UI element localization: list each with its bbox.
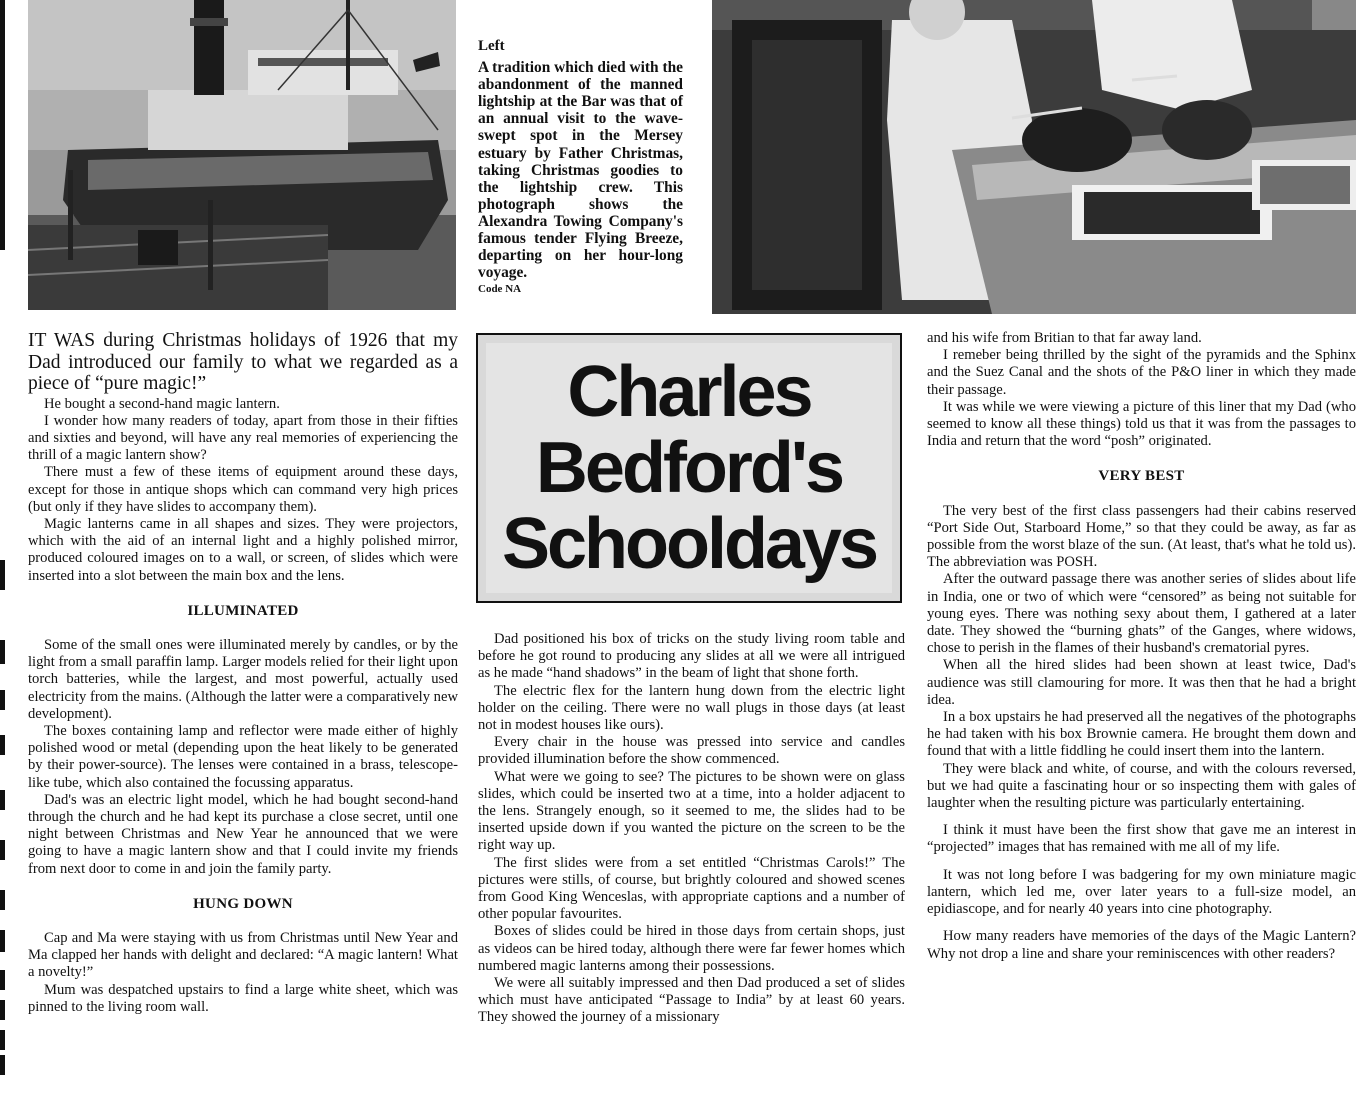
article-column-1 [28,330,458,1016]
ship-photo [28,0,456,310]
paragraph: I think it must have been the first show that gave me an interest in “projected” images that has remained with me all of my life. [927,822,1356,856]
paragraph: The first slides were from a set entitled “Christmas Carols!” The pictures were stills, of course, but brightly coloured and showed scenes from Good King Wenceslas, with appropriate captions and a number of other popular favourites. [478,854,905,923]
headline-panel [486,343,892,593]
paragraph: In a box upstairs he had preserved all the negatives of the photographs he had taken with his box Brownie camera. He brought them down and found that with a little fiddling he could insert them into the lantern. [927,709,1356,760]
paragraph: Dad's was an electric light model, which he had bought second-hand through the church and he had kept its purchase a close secret, until one night between Christmas and New Year he announced that we were going to have a magic lantern show and that I could invite my friends from next door to come in and join the family party. [28,791,458,877]
caption-code: Code NA [478,283,522,296]
article-lede: IT WAS during Christmas holidays of 1926 that my Dad introduced our family to what we regarded as a piece of “pure magic!” [28,330,458,394]
headline-line-3: Schooldays [501,504,877,584]
chefs-photo [712,0,1356,314]
caption-heading: Left [478,38,505,54]
paragraph: Some of the small ones were illuminated merely by candles, or by the light from a small paraffin lamp. Larger models relied for their light upon torch batteries, while the largest, and most powerful, actually used electricity from the mains. (Although the latter were a comparatively new development). [28,636,458,722]
headline-line-1: Charles [567,352,811,432]
paragraph: It was not long before I was badgering for my own miniature magic lantern, which led me, over later years to a full-size model, an epidiascope, and for nearly 40 years into cine photography. [927,866,1356,918]
paragraph: Magic lanterns came in all shapes and sizes. They were projectors, which with the aid of an internal light and a highly polished mirror, produced coloured images on to a wall, or screen, of slides which were inserted into a slot between the main box and the lens. [28,515,458,584]
photo-caption [478,38,683,296]
subheading-illuminated: ILLUMINATED [187,602,299,619]
paragraph: I wonder how many readers of today, apart from those in their fifties and sixties and beyond, will have any real memories of experiencing the thrill of a magic lantern show? [28,412,458,464]
paragraph: We were all suitably impressed and then Dad produced a set of slides which must have anticipated “Passage to India” by at least 60 years. They showed the journey of a missionary [478,975,905,1026]
paragraph: They were black and white, of course, and with the colours reversed, but we had quite a fascinating hour or so inspecting them with gales of laughter when the resulting picture was particularly entertaining. [927,760,1356,812]
paragraph: I remeber being thrilled by the sight of the pyramids and the Sphinx and the Suez Canal and the shots of the P&O liner in which they made their passage. [927,347,1356,398]
article-column-3 [927,330,1356,963]
paragraph: When all the hired slides had been shown at least twice, Dad's audience was still clamouring for more. It was then that he had a bright idea. [927,657,1356,708]
paragraph: and his wife from Britian to that far away land. [927,330,1202,346]
paragraph: Cap and Ma were staying with us from Christmas until New Year and Ma clapped her hands with delight and declared: “A magic lantern! What a novelty!” [28,929,458,981]
paragraph: Dad positioned his box of tricks on the study living room table and before he got round to producing any slides at all we were all intrigued as he made “hand shadows” in the beam of light that shone forth. [478,631,905,682]
subheading-very-best: VERY BEST [1098,468,1185,485]
headline-box [476,333,902,603]
caption-body: A tradition which died with the abandonment of the manned lightship at the Bar was that of an annual visit to the wave-swept spot in the Mersey estuary by Father Christmas, taking Christmas goodies to the lightship crew. This photograph shows the Alexandra Towing Company's famous tender Flying Breeze, departing on her hour-long voyage. [478,59,683,282]
paragraph: The electric flex for the lantern hung down from the electric light holder on the ceiling. There were no wall plugs in those days (at least not in modest houses like ours). [478,682,905,734]
paragraph: He bought a second-hand magic lantern. [44,395,280,412]
page-edge-rule [0,0,7,1080]
paragraph: There must a few of these items of equipment around these days, except for those in antique shops which can command very high prices (but only if they have slides to accompany them). [28,464,458,515]
headline [502,354,876,582]
paragraph: After the outward passage there was another series of slides about life in India, one or two of which were “censored” as being not suitable for young eyes. There was nothing sexy about them, I gathered at a later date. They showed the “burning ghats” of the Ganges, where widows, chose to perish in the flames of their husband's crematorial pyres. [927,571,1356,657]
article-column-2 [478,631,905,1027]
paragraph: Mum was despatched upstairs to find a large white sheet, which was pinned to the living room wall. [28,981,458,1015]
paragraph: The boxes containing lamp and reflector were made either of highly polished wood or metal (depending upon the heat likely to be generated by their power-source). The lenses were contained in a brass, telescope-like tube, which also contained the focussing apparatus. [28,722,458,791]
paragraph: What were we going to see? The pictures to be shown were on glass slides, which could be inserted two at a time, into a holder adjacent to the lens. Strangely enough, so it seemed to me, the slides had to be inserted upside down if you wanted the picture on the screen to be the right way up. [478,768,905,854]
paragraph: It was while we were viewing a picture of this liner that my Dad (who seemed to know all these things) told us that it was from the passages to India and return that the word “posh” originated. [927,398,1356,450]
subheading-hung-down: HUNG DOWN [193,895,293,912]
headline-line-2: Bedford's [535,428,843,508]
paragraph: Every chair in the house was pressed into service and candles provided illumination before the show commenced. [478,734,905,768]
paragraph: The very best of the first class passengers had their cabins reserved “Port Side Out, Starboard Home,” so that they could be away, as far as possible from the worst blaze of the sun. (At least, that's what he told us). The abbreviation was POSH. [927,502,1356,571]
paragraph: Boxes of slides could be hired in those days from certain shops, just as videos can be hired today, although there were far fewer homes which numbered magic lanterns among their possessions. [478,923,905,974]
paragraph: How many readers have memories of the days of the Magic Lantern? Why not drop a line and share your reminiscences with other readers? [927,928,1356,962]
